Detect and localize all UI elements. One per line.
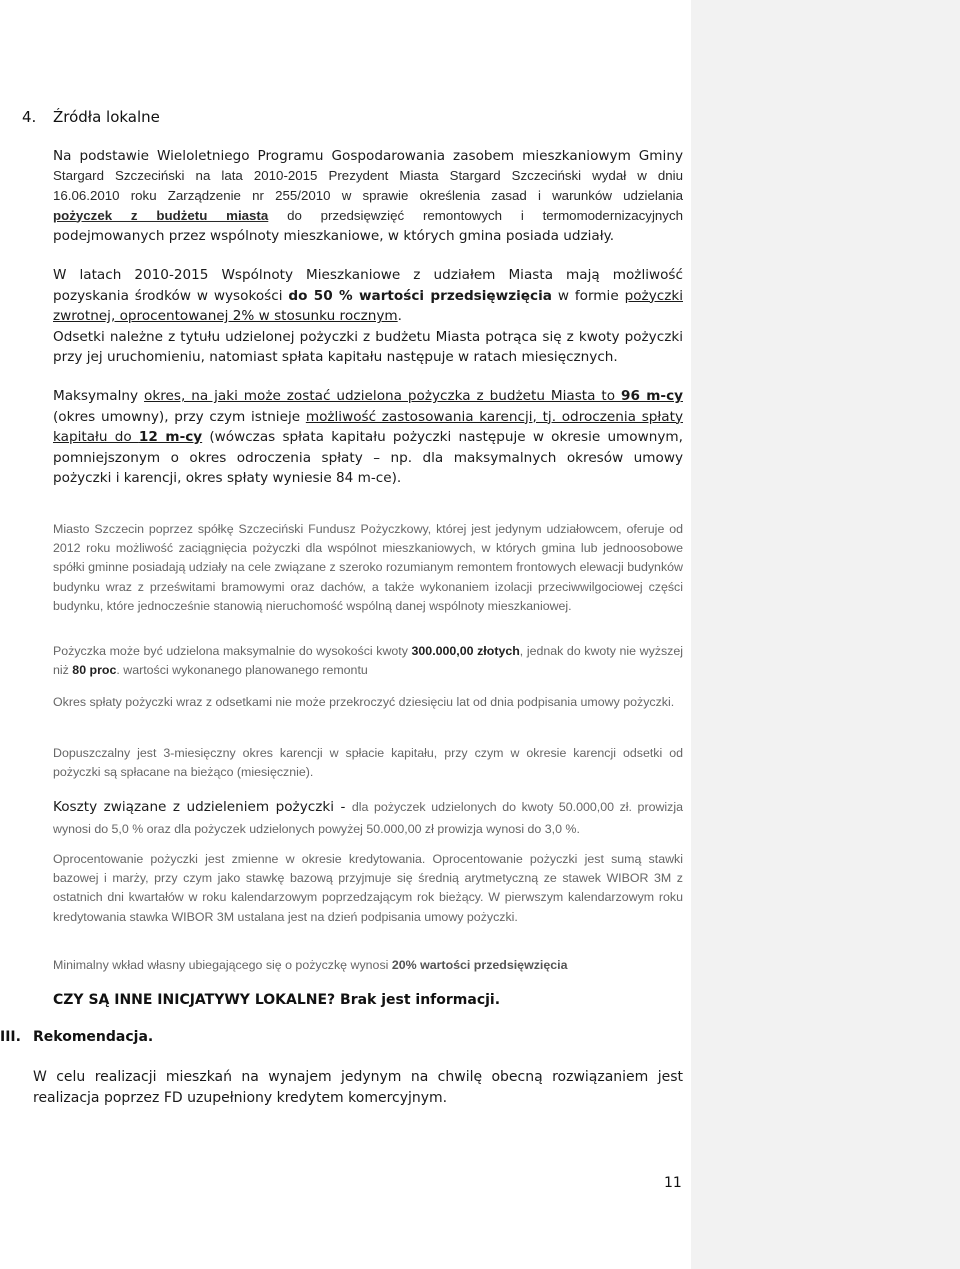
p3-months-12: 12 m-cy (138, 429, 203, 445)
p3-text-4: (okres umowny), przy czym istnieje (53, 408, 306, 425)
p10-text-1: Minimalny wkład własny ubiegającego się o pożyczkę wynosi (53, 958, 392, 972)
p1-line2: Stargard Szczeciński na lata 2010-2015 Prezydent Miasta Stargard Szczeciński wydał w dniu (53, 167, 683, 183)
section-iii-heading (0, 1029, 153, 1045)
paragraph-szczecin: Miasto Szczecin poprzez spółkę Szczeciński Fundusz Pożyczkowy, której jest jedynym udziałowcem, oferuje od 2012 roku możliwość zaciągnięcia pożyczki dla wspólnot mieszkaniowych, w których gmina lub jednoosobowe spółki gminne posiadają udziały na cele związane z szeroko rozumianym remontem frontowych elewacji budynków budynku wraz z prześwitami bramowymi oraz dachów, a także wykonaniem izolacji przeciwwilgociowej części budynku, które jednocześnie stanowią nieruchomość wspólną danej wspólnoty mieszkaniowej. (53, 522, 683, 613)
p1-line1: Na podstawie Wieloletniego Programu Gospodarowania zasobem mieszkaniowym Gminy (53, 148, 683, 164)
section-iii-number: III. (0, 1029, 21, 1045)
p2-bold-limit: do 50 % wartości przedsięwzięcia (288, 287, 552, 304)
paragraph-karencja: Dopuszczalny jest 3-miesięczny okres karencji w spłacie kapitału, przy czym w okresie karencji odsetki od pożyczki są spłacane na bieżąco (miesięcznie). (53, 746, 683, 780)
p5-text-3: , jednak do kwoty nie wyższej niż (53, 644, 684, 678)
section-number: 4. (22, 108, 37, 126)
paragraph-kwota (53, 642, 683, 680)
paragraph-wklad (53, 956, 683, 975)
section-heading (22, 108, 160, 126)
p2-text-1: W latach 2010-2015 Wspólnoty Mieszkaniowe z udziałem Miasta mają możliwość pozyskania środków w wysokości (53, 267, 683, 304)
question-line: CZY SĄ INNE INICJATYWY LOKALNE? Brak jest informacji. (53, 992, 501, 1008)
p8-costs-label: Koszty związane z udzieleniem pożyczki - (53, 799, 352, 815)
section-title: Źródła lokalne (53, 108, 160, 126)
paragraph-koszty (53, 796, 683, 840)
loan-link[interactable]: pożyczek z budżetu miasta (53, 207, 269, 223)
p1-line4-rest: do przedsięwzięć remontowych i termomodernizacyjnych (268, 207, 683, 223)
paragraph-okres (53, 386, 683, 489)
p5-percent: 80 proc (72, 663, 117, 678)
section-iii-title: Rekomendacja. (33, 1029, 154, 1045)
p1-line5: podejmowanych przez wspólnoty mieszkaniowe, w których gmina posiada udziały. (53, 227, 615, 244)
p3-months-96: 96 m-cy (621, 388, 683, 404)
paragraph-oprocentowanie: Oprocentowanie pożyczki jest zmienne w okresie kredytowania. Oprocentowanie pożyczki jest sumą stawki bazowej i marży, przy czym jako stawkę bazową przyjmuje się średnią arytmetyczną ze stawek WIBOR 3M z ostatnich dni kwartałów w roku kalendarzowym poprzedzającym rok bieżący. W pierwszym kalendarzowym roku kredytowania stawka WIBOR 3M ustalana jest na dzień podpisania umowy pożyczki. (53, 852, 683, 924)
p5-max-amount: 300.000,00 złotych (411, 644, 520, 658)
p3-underlined-karencja: możliwość zastosowania karencji, tj. odroczenia spłaty kapitału do (53, 408, 683, 445)
paragraph-zarzadzenie (53, 146, 683, 246)
p8-costs-text: dla pożyczek udzielonych do kwoty 50.000,00 zł. prowizja wynosi do 5,0 % oraz dla pożyczek udzielonych powyżej 50.000,00 zł prowizja wynosi do 3,0 %. (53, 800, 683, 836)
p3-text-7: (wówczas spłata kapitału pożyczki następuje w okresie umownym, pomniejszonym o okres odroczenia spłaty – np. dla maksymalnych okresów umowy pożyczki i karencji, okres spłaty wyniesie 84 m-ce). (53, 429, 683, 486)
p5-text-1: Pożyczka może być udzielona maksymalnie do wysokości kwoty (53, 644, 412, 658)
p3-text-1: Maksymalny (53, 388, 145, 404)
paragraph-wspolnoty (53, 265, 683, 368)
p2-text-5: . (397, 308, 402, 324)
paragraph-rekomendacja: W celu realizacji mieszkań na wynajem jedynym na chwilę obecną rozwiązaniem jest realizacja poprzez FD uzupełniony kredytem komercyjnym. (33, 1069, 683, 1106)
comment-margin-panel (691, 0, 960, 1269)
p2-text-3: w formie (551, 287, 625, 304)
p1-line4 (53, 207, 683, 225)
paragraph-splata: Okres spłaty pożyczki wraz z odsetkami nie może przekroczyć dziesięciu lat od dnia podpisania umowy pożyczki. (53, 695, 675, 709)
p5-text-5: . wartości wykonanego planowanego remontu (116, 663, 368, 678)
p2-odsetki: Odsetki należne z tytułu udzielonej pożyczki z budżetu Miasta potrąca się z kwoty pożyczki przy jej uruchomieniu, natomiast spłata kapitału następuje w ratach miesięcznych. (53, 328, 683, 365)
page-number: 11 (664, 1175, 682, 1191)
p2-underlined-loan: pożyczki zwrotnej, oprocentowanej 2% w stosunku rocznym (53, 287, 683, 324)
p3-underlined-period: okres, na jaki może zostać udzielona pożyczka z budżetu Miasta to (144, 388, 621, 404)
p10-bold-share: 20% wartości przedsięwzięcia (391, 958, 568, 972)
p1-line3: 16.06.2010 roku Zarządzenie nr 255/2010 w sprawie określenia zasad i warunków udzielania (53, 187, 683, 203)
